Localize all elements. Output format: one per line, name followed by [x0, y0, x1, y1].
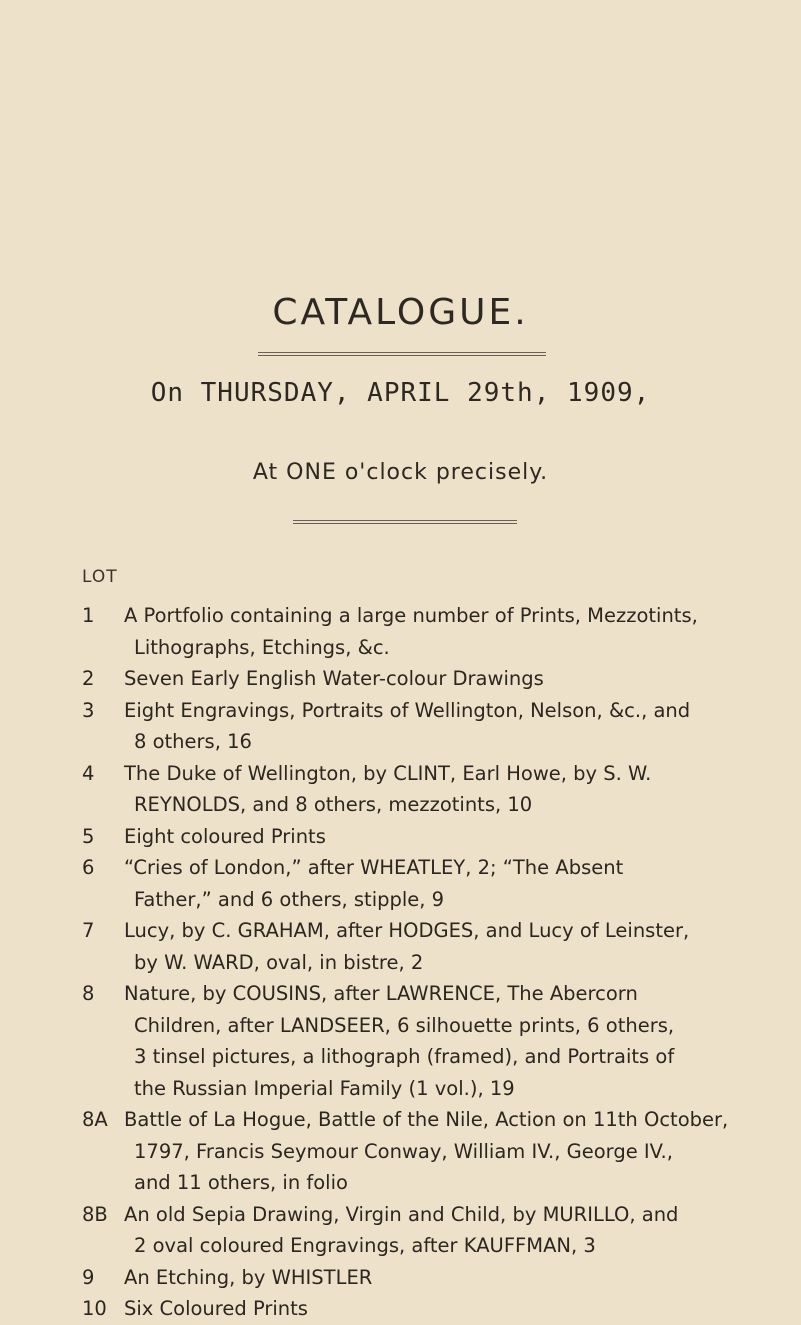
- lot-description-line: Father,” and 6 others, stipple, 9: [134, 887, 445, 911]
- lot-entry: [82, 978, 782, 1104]
- lot-number: 10: [82, 1297, 107, 1320]
- lot-description: [124, 1104, 782, 1199]
- lot-entry: [82, 821, 782, 853]
- lot-description-line: Lithographs, Etchings, &c.: [134, 635, 390, 659]
- lot-entry: [82, 695, 782, 758]
- lot-entry: [82, 1262, 782, 1294]
- lot-description: [124, 852, 782, 915]
- lot-column-header: LOT: [82, 567, 118, 587]
- lot-description-line: Nature, by COUSINS, after LAWRENCE, The Abercorn: [124, 982, 638, 1005]
- lot-description: [124, 978, 782, 1104]
- title-divider: [258, 352, 546, 353]
- lot-entry: [82, 1293, 782, 1325]
- lot-description-line: Eight coloured Prints: [124, 824, 326, 848]
- lot-number: 8B: [82, 1202, 108, 1226]
- lot-description-line: Lucy, by C. GRAHAM, after HODGES, and Lucy of Leinster,: [124, 919, 690, 942]
- lot-entry: [82, 663, 782, 695]
- lot-description: [124, 1293, 782, 1325]
- lot-entry: [82, 1199, 782, 1262]
- lot-list: [82, 600, 782, 1325]
- lot-number: 2: [82, 667, 95, 690]
- lot-number: 9: [82, 1265, 95, 1289]
- lot-description-line: An old Sepia Drawing, Virgin and Child, by MURILLO, and: [124, 1202, 679, 1226]
- lot-description: [124, 1199, 782, 1262]
- lot-description: [124, 600, 782, 663]
- lot-description-line: A Portfolio containing a large number of Prints, Mezzotints,: [124, 604, 698, 627]
- title-divider-2: [258, 355, 546, 356]
- lot-description-line: Children, after LANDSEER, 6 silhouette prints, 6 others,: [134, 1013, 675, 1037]
- lot-entry: [82, 852, 782, 915]
- lot-entry: [82, 600, 782, 663]
- lot-number: 1: [82, 604, 95, 627]
- lot-description-line: the Russian Imperial Family (1 vol.), 19: [134, 1076, 515, 1100]
- lot-entry: [82, 1104, 782, 1199]
- lot-description-line: Six Coloured Prints: [124, 1297, 308, 1320]
- time-divider-2: [293, 523, 517, 524]
- lot-number: 7: [82, 919, 95, 942]
- lot-number: 8: [82, 982, 95, 1005]
- lot-number: 6: [82, 856, 95, 879]
- lot-description-line: 2 oval coloured Engravings, after KAUFFMAN, 3: [134, 1234, 596, 1257]
- time-divider: [293, 520, 517, 521]
- catalogue-title: CATALOGUE.: [272, 292, 529, 333]
- lot-description-line: Seven Early English Water-colour Drawings: [124, 667, 544, 690]
- lot-description-line: REYNOLDS, and 8 others, mezzotints, 10: [134, 793, 533, 816]
- lot-description-line: The Duke of Wellington, by CLINT, Earl Howe, by S. W.: [124, 761, 652, 785]
- lot-description-line: An Etching, by WHISTLER: [124, 1265, 373, 1289]
- sale-time: At ONE o'clock precisely.: [252, 460, 549, 485]
- lot-description: [124, 695, 782, 758]
- lot-number: 3: [82, 698, 95, 722]
- lot-entry: [82, 915, 782, 978]
- lot-description: [124, 821, 782, 853]
- lot-description-line: 1797, Francis Seymour Conway, William IV., George IV.,: [134, 1139, 673, 1163]
- lot-description-line: and 11 others, in folio: [134, 1171, 348, 1194]
- lot-description-line: by W. WARD, oval, in bistre, 2: [134, 950, 424, 974]
- lot-description-line: Battle of La Hogue, Battle of the Nile, Action on 11th October,: [124, 1108, 729, 1131]
- lot-description-line: 8 others, 16: [134, 730, 252, 753]
- lot-description-line: Eight Engravings, Portraits of Wellington, Nelson, &c., and: [124, 698, 691, 722]
- lot-description: [124, 915, 782, 978]
- lot-description: [124, 1262, 782, 1294]
- lot-number: 8A: [82, 1108, 108, 1131]
- lot-description-line: 3 tinsel pictures, a lithograph (framed), and Portraits of: [134, 1045, 675, 1068]
- lot-description: [124, 663, 782, 695]
- lot-number: 5: [82, 824, 95, 848]
- lot-number: 4: [82, 761, 95, 785]
- sale-dateline: On THURSDAY, APRIL 29th, 1909,: [150, 378, 651, 408]
- lot-description-line: “Cries of London,” after WHEATLEY, 2; “The Absent: [124, 856, 624, 879]
- lot-entry: [82, 758, 782, 821]
- lot-description: [124, 758, 782, 821]
